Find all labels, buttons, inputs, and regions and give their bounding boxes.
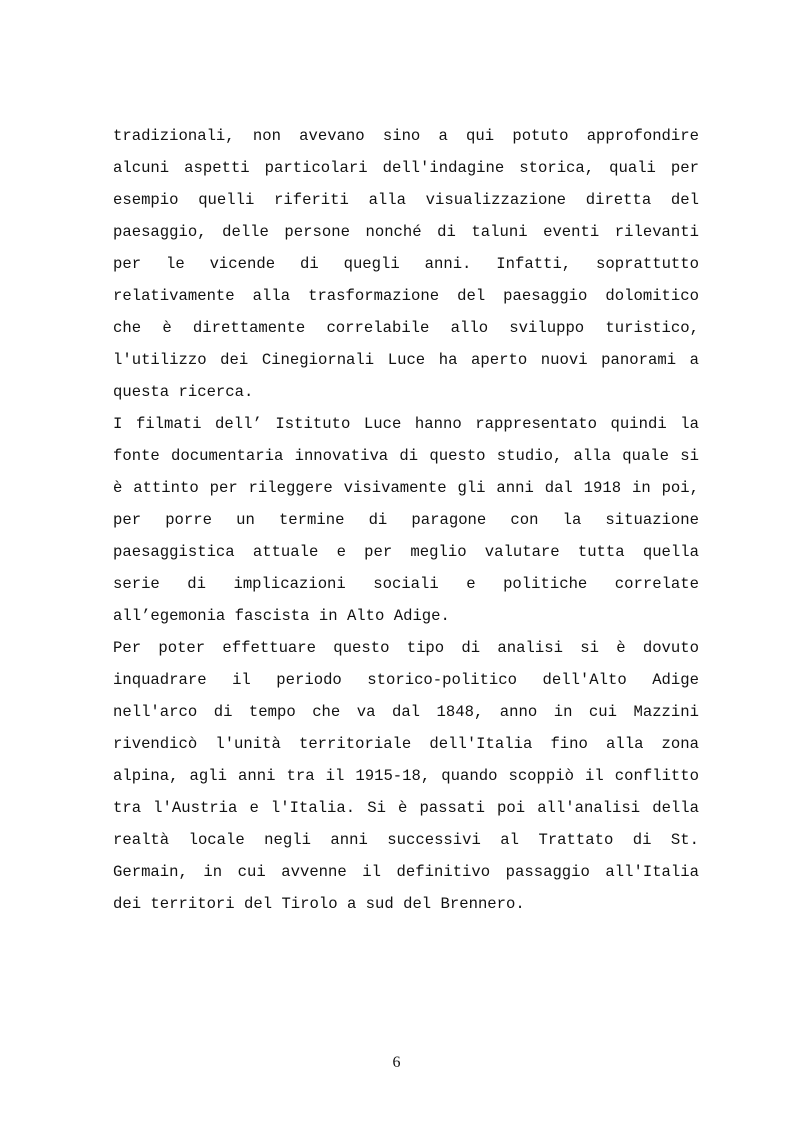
text-line: Germain, in cui avvenne il definitivo passaggio all'Italia xyxy=(113,863,699,881)
text-line: fonte documentaria innovativa di questo studio, alla quale si xyxy=(113,447,699,465)
text-line: nell'arco di tempo che va dal 1848, anno in cui Mazzini xyxy=(113,703,699,721)
text-line: tradizionali, non avevano sino a qui potuto approfondire xyxy=(113,127,699,145)
body-text xyxy=(113,120,699,920)
text-line: I filmati dell’ Istituto Luce hanno rappresentato quindi la xyxy=(113,415,699,433)
text-line: l'utilizzo dei Cinegiornali Luce ha aperto nuovi panorami a xyxy=(113,351,699,369)
text-line: esempio quelli riferiti alla visualizzazione diretta del xyxy=(113,191,699,209)
text-line: questa ricerca. xyxy=(113,383,254,401)
page-number: 6 xyxy=(392,1054,401,1071)
text-line: per porre un termine di paragone con la situazione xyxy=(113,511,699,529)
text-line: relativamente alla trasformazione del paesaggio dolomitico xyxy=(113,287,699,305)
text-line: alpina, agli anni tra il 1915-18, quando scoppiò il conflitto xyxy=(113,767,699,785)
text-line: paesaggistica attuale e per meglio valutare tutta quella xyxy=(113,543,699,561)
text-line: rivendicò l'unità territoriale dell'Italia fino alla zona xyxy=(113,735,699,753)
text-line: realtà locale negli anni successivi al Trattato di St. xyxy=(113,831,699,849)
text-line: paesaggio, delle persone nonché di taluni eventi rilevanti xyxy=(113,223,699,241)
text-line: Per poter effettuare questo tipo di analisi si è dovuto xyxy=(113,639,699,657)
text-line: per le vicende di quegli anni. Infatti, soprattutto xyxy=(113,255,699,273)
text-line: alcuni aspetti particolari dell'indagine storica, quali per xyxy=(113,159,699,177)
text-line: che è direttamente correlabile allo sviluppo turistico, xyxy=(113,319,699,337)
text-line: serie di implicazioni sociali e politiche correlate xyxy=(113,575,699,593)
text-line: dei territori del Tirolo a sud del Brennero. xyxy=(113,895,525,913)
text-line: tra l'Austria e l'Italia. Si è passati poi all'analisi della xyxy=(113,799,699,817)
text-line: all’egemonia fascista in Alto Adige. xyxy=(113,607,450,625)
text-line: è attinto per rileggere visivamente gli anni dal 1918 in poi, xyxy=(113,479,699,497)
text-line: inquadrare il periodo storico-politico dell'Alto Adige xyxy=(113,671,699,689)
